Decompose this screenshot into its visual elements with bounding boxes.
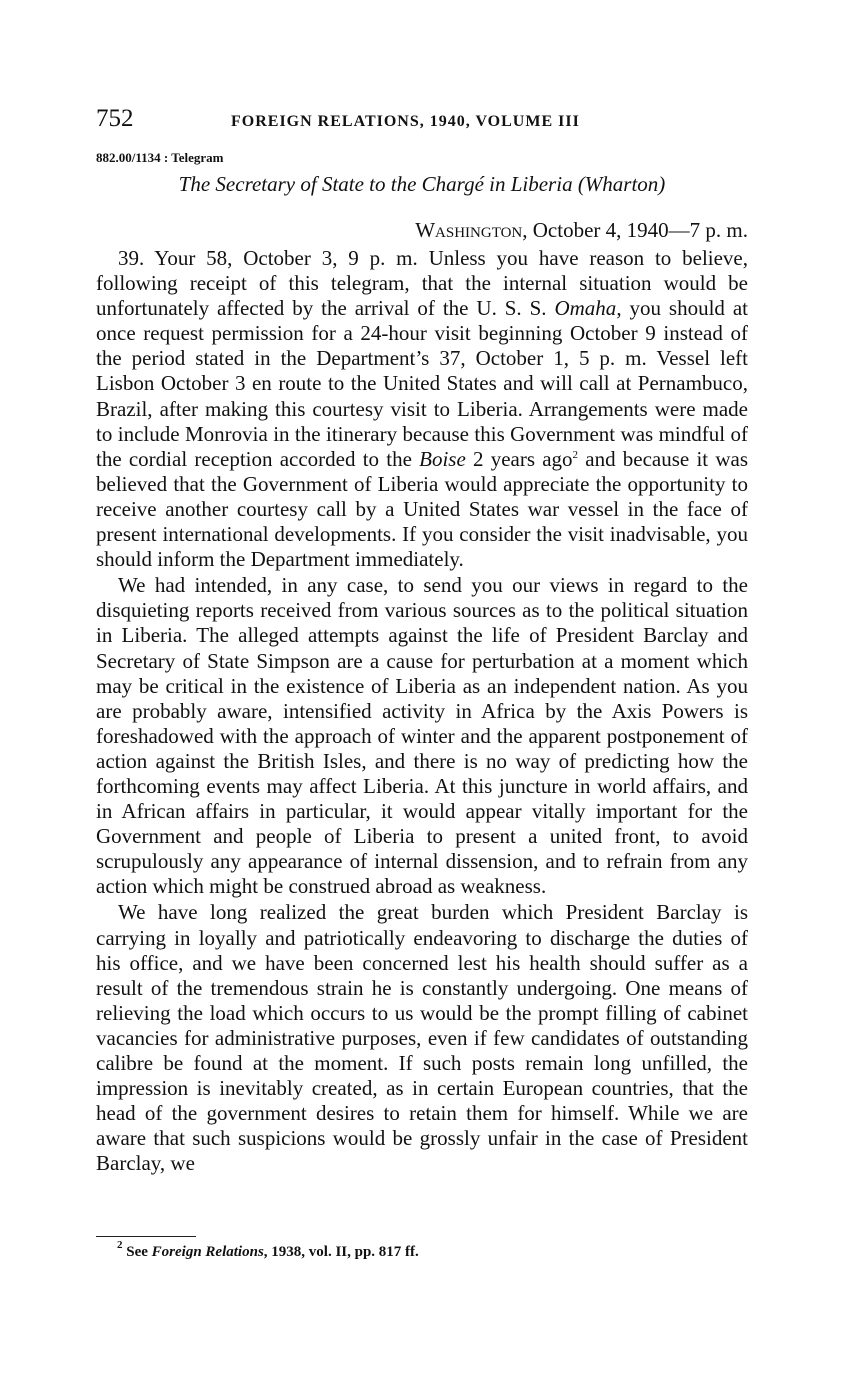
footnote-see: See bbox=[126, 1244, 152, 1260]
running-title: FOREIGN RELATIONS, 1940, VOLUME III bbox=[231, 113, 580, 130]
paragraph-1 bbox=[96, 246, 748, 572]
ship-name-boise: Boise bbox=[419, 446, 466, 471]
footnote-reference: 2 bbox=[572, 448, 579, 461]
paragraph-3: We have long realized the great burden which President Barclay is carrying in loyally and patriotically endeavoring to discharge the duties of his office, and we have been concerned lest his health should suffer as a result of the tremendous strain he is constantly undergoing. One means of relieving the load which occurs to us would be the prompt filling of cabinet vacancies for administrative purposes, even if few candidates of outstanding calibre be found at the moment. If such posts remain long unfilled, the impression is inevitably created, as in certain European countries, that the head of the government desires to retain them for himself. While we are aware that such suspicions would be grossly unfair in the case of President Barclay, we bbox=[96, 900, 748, 1176]
document-title: The Secretary of State to the Chargé in Liberia (Wharton) bbox=[178, 172, 666, 196]
running-head bbox=[96, 105, 748, 137]
dateline-place: Washington bbox=[415, 218, 523, 242]
footnote bbox=[117, 1239, 419, 1261]
file-reference: 882.00/1134 : Telegram bbox=[96, 150, 224, 165]
telegram-body bbox=[96, 246, 748, 1176]
dateline bbox=[415, 218, 748, 243]
footnote-source: Foreign Relations bbox=[151, 1244, 264, 1260]
paragraph-1-text-d: and because it was believed that the Government of Liberia would appreciate the opportunity to receive another courtesy call by a United States war vessel in the face of present international developments. If you consider the visit inadvisable, you should inform the Department immediately. bbox=[96, 446, 748, 572]
dateline-date: , October 4, 1940—7 p. m. bbox=[522, 218, 748, 242]
paragraph-1-text-c: 2 years ago bbox=[465, 446, 573, 471]
footnote-details: , 1938, vol. II, pp. 817 ff. bbox=[263, 1244, 419, 1260]
footnote-marker: 2 bbox=[117, 1239, 123, 1251]
paragraph-2: We had intended, in any case, to send you our views in regard to the disquieting reports received from various sources as to the political situation in Liberia. The alleged attempts against the life of President Barclay and Secretary of State Simpson are a cause for perturbation at a moment which may be critical in the existence of Liberia as an independent nation. As you are probably aware, intensified activity in Africa by the Axis Powers is foreshadowed with the approach of winter and the apparent postponement of action against the British Isles, and there is no way of predicting how the forthcoming events may affect Liberia. At this juncture in world affairs, and in African affairs in particular, it would appear vitally important for the Government and people of Liberia to present a united front, to avoid scrupulously any appearance of internal dissension, and to refrain from any action which might be construed abroad as weakness. bbox=[96, 573, 748, 899]
ship-name-omaha: Omaha bbox=[554, 296, 617, 321]
page-number: 752 bbox=[96, 105, 134, 132]
paragraph-1-text-a: 39. Your 58, October 3, 9 p. m. Unless you have reason to believe, following receipt of this telegram, that the internal situation would be unfortunately affected by the arrival of the U. S. S. bbox=[96, 246, 748, 321]
paragraph-1-text-b: , you should at once request permission for a 24-hour visit beginning October 9 instead of the period stated in the Department’s 37, October 1, 5 p. m. Vessel left Lisbon October 3 en route to the United States and will call at Pernambuco, Brazil, after making this courtesy visit to Liberia. Arrangements were made to include Monrovia in the itinerary because this Government was mindful of the cordial reception accorded to the bbox=[96, 296, 748, 471]
footnote-divider bbox=[96, 1236, 196, 1237]
